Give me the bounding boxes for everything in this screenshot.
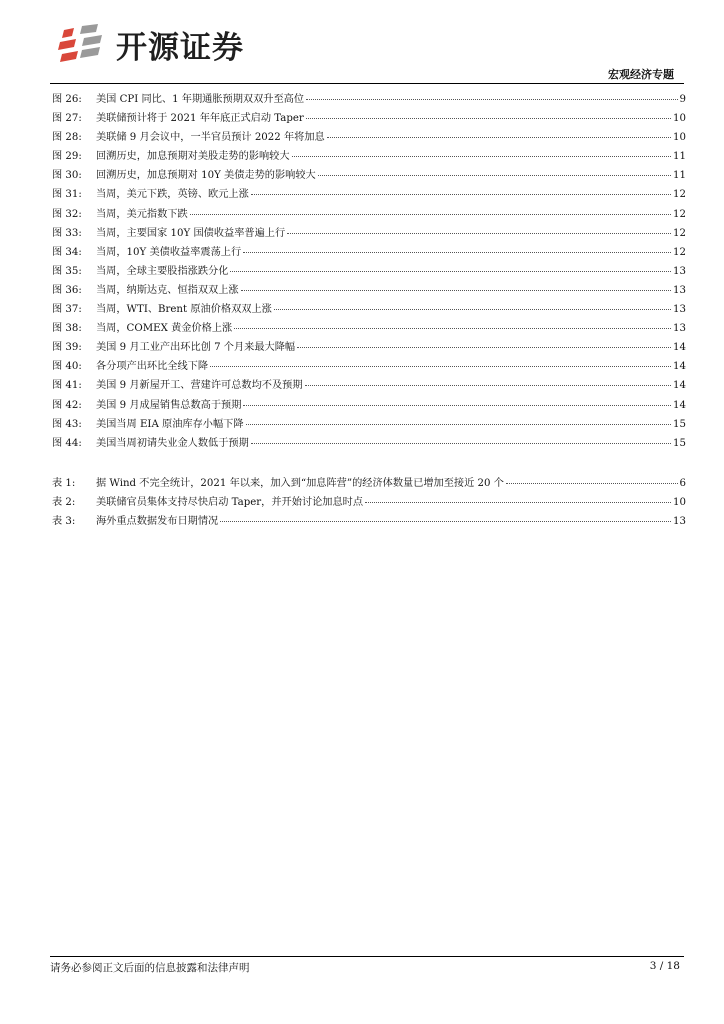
- dot-leader: [234, 316, 671, 329]
- brand-logo: [58, 22, 244, 66]
- figure-index-entry[interactable]: [52, 433, 686, 452]
- entry-page-number: 10: [673, 497, 686, 509]
- entry-page-number: 10: [673, 132, 686, 144]
- entry-number: 图 43:: [52, 418, 82, 430]
- entry-number: 图 26:: [52, 94, 82, 105]
- entry-page-number: 13: [673, 516, 686, 528]
- dot-leader: [274, 297, 671, 310]
- entry-title: 当周，全球主要股指涨跌分化: [96, 265, 229, 277]
- entry-number: 图 36:: [52, 284, 82, 296]
- entry-number: 图 32:: [52, 208, 82, 220]
- figure-index-list: [52, 89, 686, 452]
- entry-number: 表 3:: [52, 516, 76, 528]
- dot-leader: [251, 182, 671, 195]
- entry-page-number: 12: [673, 189, 686, 201]
- dot-leader: [506, 471, 678, 484]
- entry-page-number: 15: [673, 418, 686, 430]
- entry-number: 图 28:: [52, 132, 82, 144]
- entry-page-number: 13: [673, 265, 686, 277]
- entry-page-number: 6: [679, 478, 686, 489]
- entry-page-number: 14: [673, 342, 686, 354]
- entry-title: 美国当周 EIA 原油库存小幅下降: [96, 418, 244, 430]
- entry-page-number: 14: [673, 399, 686, 411]
- entry-number: 图 41:: [52, 380, 82, 392]
- entry-page-number: 10: [673, 113, 686, 125]
- entry-number: 图 42:: [52, 399, 82, 411]
- entry-title: 美联储预计将于 2021 年年底正式启动 Taper: [96, 113, 304, 125]
- entry-title: 美国 9 月成屋销售总数高于预期: [96, 399, 242, 411]
- brand-mark-icon: [58, 24, 108, 64]
- entry-title: 美国当周初请失业金人数低于预期: [96, 437, 249, 449]
- table-index-list: [52, 473, 686, 530]
- section-title: 宏观经济专题: [608, 68, 674, 81]
- entry-number: 表 2:: [52, 497, 76, 509]
- entry-page-number: 14: [673, 380, 686, 392]
- dot-leader: [241, 278, 671, 291]
- entry-page-number: 12: [673, 227, 686, 239]
- entry-title: 当周，10Y 美债收益率震荡上行: [96, 246, 242, 258]
- entry-title: 据 Wind 不完全统计，2021 年以来，加入到“加息阵营”的经济体数量已增加至接近 20 个: [96, 478, 504, 489]
- entry-number: 图 35:: [52, 265, 82, 277]
- entry-title: 海外重点数据发布日期情况: [96, 516, 219, 528]
- entry-page-number: 11: [673, 151, 686, 163]
- entry-title: 美国 9 月工业产出环比创 7 个月来最大降幅: [96, 342, 296, 354]
- dot-leader: [220, 509, 671, 522]
- brand-name: 开源证券: [116, 29, 244, 66]
- entry-title: 美联储 9 月会议中，一半官员预计 2022 年将加息: [96, 132, 325, 144]
- entry-page-number: 9: [679, 94, 686, 105]
- entry-number: 图 27:: [52, 113, 82, 125]
- entry-number: 图 31:: [52, 189, 82, 201]
- dot-leader: [251, 431, 671, 444]
- entry-number: 图 38:: [52, 323, 82, 335]
- entry-number: 表 1:: [52, 478, 76, 489]
- entry-number: 图 37:: [52, 304, 82, 316]
- entry-number: 图 40:: [52, 361, 82, 373]
- entry-title: 当周，美元下跌，英镑、欧元上涨: [96, 189, 249, 201]
- entry-title: 回溯历史，加息预期对美股走势的影响较大: [96, 151, 290, 163]
- entry-page-number: 15: [673, 437, 686, 449]
- entry-page-number: 13: [673, 323, 686, 335]
- entry-number: 图 33:: [52, 227, 82, 239]
- entry-title: 当周，美元指数下跌: [96, 208, 188, 220]
- entry-number: 图 29:: [52, 151, 82, 163]
- entry-page-number: 14: [673, 361, 686, 373]
- dot-leader: [292, 144, 671, 157]
- dot-leader: [318, 163, 671, 176]
- entry-page-number: 12: [673, 246, 686, 258]
- page-indicator: 3 / 18: [649, 960, 680, 972]
- entry-title: 当周，WTI、Brent 原油价格双双上涨: [96, 304, 272, 316]
- entry-title: 美联储官员集体支持尽快启动 Taper，并开始讨论加息时点: [96, 497, 364, 509]
- dot-leader: [306, 106, 671, 119]
- entry-number: 图 34:: [52, 246, 82, 258]
- footer-disclaimer: 请务必参阅正文后面的信息披露和法律声明: [50, 962, 250, 974]
- dot-leader: [365, 490, 671, 503]
- header-divider: [50, 83, 684, 84]
- entry-title: 美国 9 月新屋开工、营建许可总数均不及预期: [96, 380, 303, 392]
- entry-number: 图 30:: [52, 170, 82, 182]
- entry-page-number: 12: [673, 208, 686, 220]
- table-index-entry[interactable]: [52, 511, 686, 530]
- dot-leader: [243, 393, 671, 406]
- entry-title: 各分项产出环比全线下降: [96, 361, 209, 373]
- entry-page-number: 13: [673, 304, 686, 316]
- entry-number: 图 39:: [52, 342, 82, 354]
- dot-leader: [327, 125, 671, 138]
- dot-leader: [243, 240, 671, 253]
- dot-leader: [210, 354, 671, 367]
- dot-leader: [297, 335, 671, 348]
- entry-title: 当周，纳斯达克、恒指双双上涨: [96, 284, 239, 296]
- dot-leader: [230, 259, 671, 272]
- dot-leader: [306, 87, 677, 100]
- entry-number: 图 44:: [52, 437, 82, 449]
- entry-title: 回溯历史，加息预期对 10Y 美债走势的影响较大: [96, 170, 316, 182]
- entry-title: 当周，COMEX 黄金价格上涨: [96, 323, 233, 335]
- entry-page-number: 13: [673, 284, 686, 296]
- dot-leader: [246, 412, 671, 425]
- entry-title: 当周，主要国家 10Y 国债收益率普遍上行: [96, 227, 286, 239]
- dot-leader: [305, 373, 672, 386]
- dot-leader: [287, 221, 671, 234]
- entry-title: 美国 CPI 同比、1 年期通胀预期双双升至高位: [96, 94, 305, 105]
- footer-divider: [50, 956, 684, 957]
- entry-page-number: 11: [673, 170, 686, 182]
- dot-leader: [190, 202, 671, 215]
